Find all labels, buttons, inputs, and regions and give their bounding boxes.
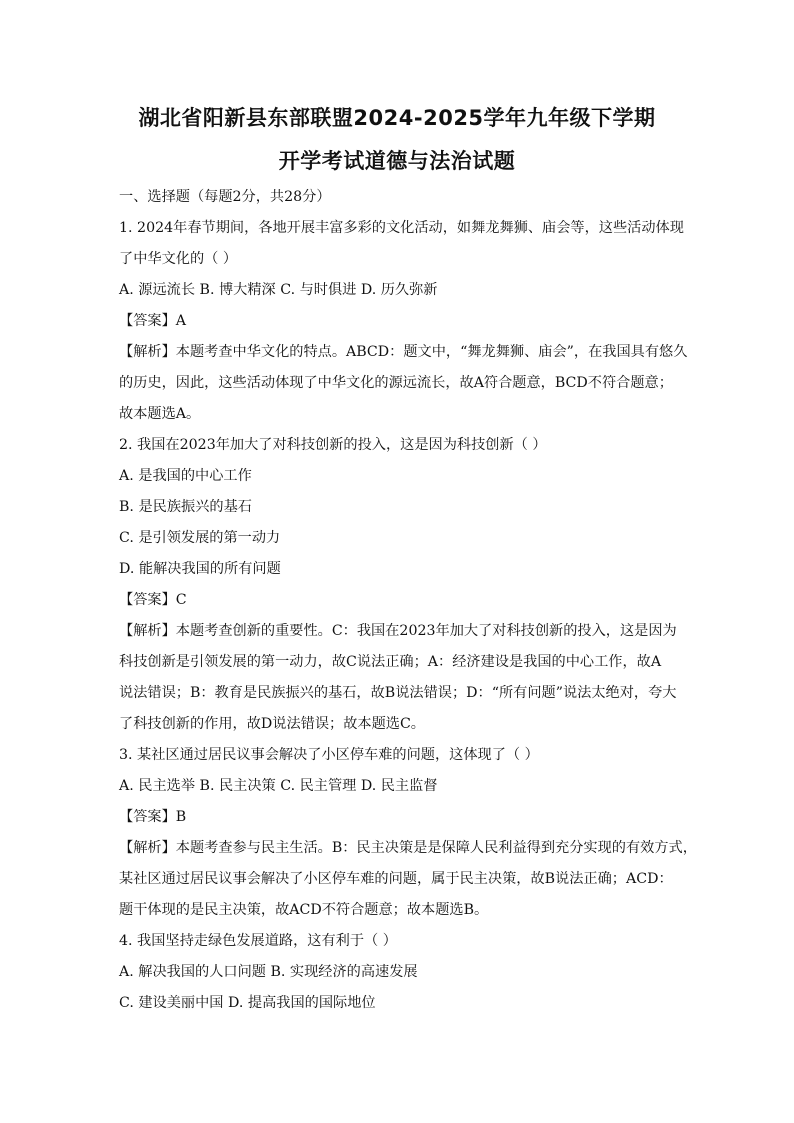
analysis-line: 的历史，因此，这些活动体现了中华文化的源远流长，故A符合题意，BCD不符合题意； [119,375,673,391]
analysis-line: 故本题选A。 [119,406,201,422]
analysis-line: 说法错误；B：教育是民族振兴的基石，故B说法错误；D：“所有问题”说法太绝对，夸大 [119,685,677,701]
question-options-line: A. 解决我国的人口问题 B. 实现经济的高速发展 [119,964,418,980]
question-options-line: A. 源远流长 B. 博大精深 C. 与时俱进 D. 历久弥新 [119,282,438,298]
question-option: C. 是引领发展的第一动力 [119,530,281,546]
question-option: D. 能解决我国的所有问题 [119,561,281,577]
question-options-line: C. 建设美丽中国 D. 提高我国的国际地位 [119,995,376,1011]
question-4 [119,926,679,1019]
answer-line: 【答案】A [119,313,186,329]
question-option: B. 是民族振兴的基石 [119,499,252,515]
question-2 [119,430,679,740]
question-stem-line: 3. 某社区通过居民议事会解决了小区停车难的问题，这体现了（ ） [119,747,539,763]
section-heading: 一、选择题（每题2分，共28分） [119,189,331,205]
document-title-line-2: 开学考试道德与法治试题 [278,149,516,173]
analysis-line: 【解析】本题考查创新的重要性。C：我国在2023年加大了对科技创新的投入，这是因为 [119,623,677,639]
analysis-line: 某社区通过居民议事会解决了小区停车难的问题，属于民主决策，故B说法正确；ACD： [119,871,673,887]
question-1 [119,213,688,430]
question-3 [119,740,697,926]
question-stem-line: 了中华文化的（ ） [119,251,238,267]
analysis-line: 了科技创新的作用，故D说法错误；故本题选C。 [119,716,425,732]
question-options-line: A. 民主选举 B. 民主决策 C. 民主管理 D. 民主监督 [119,778,438,794]
analysis-line: 题干体现的是民主决策，故ACD不符合题意；故本题选B。 [119,902,489,918]
analysis-line: 【解析】本题考查参与民主生活。B：民主决策是是保障人民利益得到充分实现的有效方式， [119,840,697,856]
question-option: A. 是我国的中心工作 [119,468,252,484]
analysis-line: 【解析】本题考查中华文化的特点。ABCD：题文中，“舞龙舞狮、庙会”，在我国具有悠久 [119,344,688,360]
question-stem-line: 1. 2024年春节期间，各地开展丰富多彩的文化活动，如舞龙舞狮、庙会等，这些活动体现 [119,220,684,236]
answer-line: 【答案】B [119,809,187,825]
document-body [119,182,697,1019]
answer-line: 【答案】C [119,592,187,608]
question-stem-line: 2. 我国在2023年加大了对科技创新的投入，这是因为科技创新（ ） [119,437,547,453]
analysis-line: 科技创新是引领发展的第一动力，故C说法正确；A：经济建设是我国的中心工作，故A [119,654,662,670]
question-stem-line: 4. 我国坚持走绿色发展道路，这有利于（ ） [119,933,397,949]
document-title-line-1: 湖北省阳新县东部联盟2024-2025学年九年级下学期 [138,106,656,130]
